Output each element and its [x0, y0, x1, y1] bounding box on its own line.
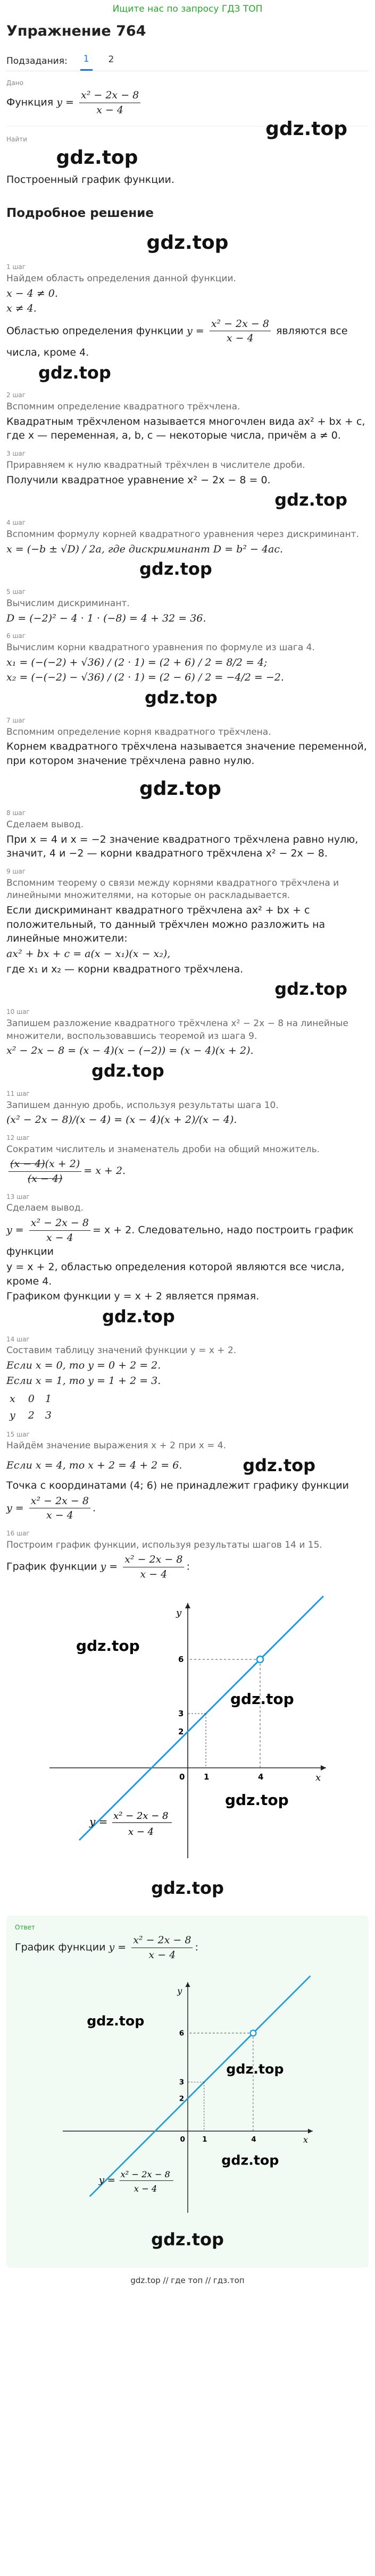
y-tick-label: 2: [179, 2094, 184, 2103]
step-formula: ax² + bx + c = a(x − x₁)(x − x₂),: [6, 947, 171, 960]
formula-num: x² − 2x − 8: [120, 2169, 170, 2180]
given-prefix: Функция: [6, 96, 54, 108]
watermark: gdz.top: [230, 1690, 294, 1708]
y-axis-label: y: [176, 1607, 181, 1618]
step-note: Сделаем вывод.: [6, 1203, 84, 1214]
step-number: 6 шаг: [6, 632, 26, 640]
y-tick-label: 2: [178, 1726, 184, 1736]
tab-2[interactable]: 2: [108, 54, 114, 65]
watermark: gdz.top: [226, 2061, 284, 2077]
step-text: При x = 4 и x = −2 значение квадратного трёхчлена равно нулю, значит, 4 и −2 — корни квадратного трёхчлена x² − 2x − 8.: [6, 833, 359, 860]
step-number: 11 шаг: [6, 1089, 30, 1097]
watermark: gdz.top: [224, 1791, 289, 1809]
given-label: Дано: [6, 79, 23, 87]
table-cell: 3: [45, 1409, 52, 1421]
step-text: Если x = 0, то y = 0 + 2 = 2.: [6, 1360, 161, 1372]
step-line: x₂ = (−(−2) − √36) / (2 · 1) = (2 − 6) / 2 = −4/2 = −2.: [6, 672, 284, 684]
step-number: 9 шаг: [6, 867, 26, 875]
watermark: gdz.top: [86, 2013, 144, 2029]
step-text: Получили квадратное уравнение x² − 2x − 8 = 0.: [6, 474, 271, 486]
step-number: 2 шаг: [6, 391, 26, 399]
answer-block: Ответ График функции y = $\frac{\text{x² − 2x − 8}}{x - 4}$ : x y 0 1 4 2 3 6 y = x² − 2x − 8 x − 4 gdz.top gdz.top gdz.top gdz.top: [6, 1916, 369, 2268]
step-number: 4 шаг: [6, 519, 26, 527]
watermark: gdz.top: [274, 979, 347, 1000]
formula-den: x − 4: [134, 2184, 157, 2194]
watermark: gdz.top: [56, 147, 138, 169]
top-link[interactable]: Ищите нас по запросу ГДЗ ТОП: [112, 4, 263, 14]
step-note: Найдём значение выражения x + 2 при x = 4.: [6, 1440, 227, 1451]
step-note: Вспомним определение квадратного трёхчлена.: [6, 401, 240, 413]
x-tick-label: 4: [251, 2135, 256, 2144]
find-text: Построенный график функции.: [6, 173, 174, 186]
y-axis-label: y: [177, 1986, 182, 1996]
watermark: gdz.top: [265, 118, 347, 140]
answer-label: Ответ: [15, 1924, 35, 1932]
page: Ищите нас по запросу ГДЗ ТОП Упражнение 764 Подзадания: 1 2 Дано Функция y = $\frac{\text{x² − 2x − 8}}{x - 4}$ Найти gdz.top gdz.top Построенный график функции. Подробное решение gdz.top 1 шаг Найдем область определения данной функции. x − 4 ≠ 0. x ≠ 4. Областью определения функции y = $\frac{\text{x² − 2x − 8}}{x - 4}$ являются все числа, кроме 4. gdz.top 2 шаг Вспомним определение квадратного трёхчлена. Квадратным трёхчленом называется многочлен вида ax² + bx + c, где x — переменная, a, b, c — некоторые числа, причём a ≠ 0. 3 шаг Приравняем к нулю квадратный трёхчлен в числителе дроби. Получили квадратное уравнение x² − 2x − 8 = 0. gdz.top 4 шаг Вспомним формулу корней квадратного уравнения через дискриминант. x = (−b ± √D) / 2a, где дискриминант D = b² − 4ac. gdz.top 5 шаг Вычислим дискриминант. D = (−2)² − 4 · 1 · (−8) = 4 + 32 = 36. 6 шаг Вычислим корни квадратного уравнения по формуле из шага 4. x₁ = (−(−2) + √36) / (2 · 1) = (2 + 6) / 2 = 8/2 = 4; x₂ = (−(−2) − √36) / (2 · 1) = (2 − 6) / 2 = −4/2 = −2. gdz.top 7 шаг Вспомним определение корня квадратного трёхчлена. Корнем квадратного трёхчлена называется значение переменной, при котором значение трёхчлена равно нулю. gdz.top 8 шаг Сделаем вывод. При x = 4 и x = −2 значение квадратного трёхчлена равно нулю, значит, 4 и −2 — корни квадратного трёхчлена x² − 2x − 8. 9 шаг Вспомним теорему о связи между корнями квадратного трёхчлена и линейными множителями, на которые он раскладывается. Если дискриминант квадратного трёхчлена ax² + bx + c положительный, то данный трёхчлен можно разложить на линейные множители: ax² + bx + c = a(x − x₁)(x − x₂), где x₁ и x₂ — корни квадратного трёхчлена. gdz.top 10 шаг Запишем разложение квадратного трёхчлена x² − 2x − 8 на линейные множители, воспользовавшись теоремой из шага 9. x² − 2x − 8 = (x − 4)(x − (−2)) = (x − 4)(x + 2). gdz.top 11 шаг Запишем данную дробь, используя результаты шага 10. (x² − 2x − 8)/(x − 4) = (x − 4)(x + 2)/(x − 4). 12 шаг Сократим числитель и знаменатель дроби на общий множитель. $\frac{(x - 4)(x + 2)}{(x - 4)}$ = x + 2. 13 шаг Сделаем вывод. y = $\frac{\text{x² − 2x − 8}}{x - 4}$ = x + 2. Следовательно, надо построить график функции y = x + 2, областью определения которой являются все числа, кроме 4. Графиком функции y = x + 2 является прямая. gdz.top 14 шаг Составим таблицу значений функции y = x + 2. Если x = 0, то y = 0 + 2 = 2. Если x = 1, то y = 1 + 2 = 3. x 0 1 y 2 3 15 шаг Найдём значение выражения x + 2 при x = 4. Если x = 4, то x + 2 = 4 + 2 = 6. gdz.top Точка с координатами (4; 6) не принадлежит графику функции y = $\frac{\text{x² − 2x − 8}}{x - 4}$ . 16 шаг Построим график функции, используя результаты шагов 14 и 15. График функции y = $\frac{\text{x² − 2x − 8}}{x - 4}$ : x y 0 1 4 2 3 6 y = x² − 2x − 8 x − 4 gdz.top gdz.top gdz.top gdz.top Ответ График функции y = $\frac{\text{x² − 2x − 8}}{x - 4}$ : x y 0 1 4 2 3 6 y = x² − 2x − 8 x − 4 gdz.top gdz.top gdz.top gdz.top gdz.top // где топ // гдз.топ: [0, 0, 375, 2576]
x-tick-label: 1: [203, 1772, 209, 1782]
step-number: 13 шаг: [6, 1193, 30, 1201]
graph-2: [39, 1973, 337, 2222]
find-block: [6, 118, 369, 187]
step-text: График функции: [6, 1560, 97, 1573]
watermark: gdz.top: [146, 231, 229, 254]
formula-num: x² − 2x − 8: [113, 1810, 168, 1822]
step-number: 8 шаг: [6, 809, 26, 817]
watermark: gdz.top: [274, 490, 347, 510]
step-line: x ≠ 4.: [6, 303, 37, 315]
step-text: x = (−b ± √D) / 2a, где дискриминант D = b² − 4ac.: [6, 543, 284, 555]
y-axis-arrow: [185, 1603, 190, 1608]
watermark: gdz.top: [139, 559, 212, 580]
footer[interactable]: gdz.top // где топ // гдз.топ: [130, 2276, 245, 2286]
graph-1: [39, 1592, 337, 1869]
step-note: Сделаем вывод.: [6, 819, 84, 830]
step-line: x − 4 ≠ 0.: [6, 287, 58, 299]
x-axis-arrow: [307, 2129, 312, 2134]
table-cell: 2: [28, 1409, 35, 1421]
step-text: Графиком функции y = x + 2 является прямая.: [6, 1290, 260, 1303]
x-tick-label: 0: [180, 2135, 185, 2144]
step-note: Составим таблицу значений функции y = x + 2.: [6, 1345, 237, 1356]
y-tick-label: 3: [179, 2078, 184, 2087]
step-note: Вычислим корни квадратного уравнения по формуле из шага 4.: [6, 642, 315, 653]
step-text: Областью определения функции: [6, 325, 184, 337]
subtask-tabs: [6, 53, 369, 71]
step-note: Запишем данную дробь, используя результаты шага 10.: [6, 1100, 279, 1111]
graph-svg: [39, 1973, 337, 2222]
tab-1[interactable]: 1: [80, 53, 93, 71]
step-text: = x + 2.: [84, 1165, 126, 1177]
answer-text: График функции: [15, 1941, 106, 1953]
step-text: Корнем квадратного трёхчлена называется значение переменной, при котором значение трёхчлена равно нулю.: [6, 741, 367, 767]
step-note: Вычислим дискриминант.: [6, 598, 130, 609]
graph-svg: [39, 1592, 337, 1869]
step-number: 15 шаг: [6, 1430, 30, 1438]
step-number: 12 шаг: [6, 1134, 30, 1142]
step-note: Приравняем к нулю квадратный трёхчлен в числителе дроби.: [6, 459, 305, 471]
page-title: Упражнение 764: [6, 23, 146, 39]
graph-formula: [89, 1810, 172, 1837]
step-text: D = (−2)² − 4 · 1 · (−8) = 4 + 32 = 36.: [6, 612, 206, 624]
y-axis-arrow: [185, 1982, 190, 1987]
x-tick-label: 0: [179, 1772, 185, 1782]
step-text: Точка с координатами (4; 6) не принадлежит графику функции: [6, 1479, 349, 1491]
watermark: gdz.top: [139, 777, 221, 800]
table-cell: 1: [45, 1393, 52, 1405]
step-number: 10 шаг: [6, 1008, 30, 1016]
y-tick-label: 3: [178, 1708, 184, 1718]
watermark: gdz.top: [91, 1060, 164, 1081]
subtask-label: Подзадания:: [6, 56, 68, 67]
step-note: Вспомним формулу корней квадратного уравнения через дискриминант.: [6, 528, 359, 540]
step-note: Построим график функции, используя результаты шагов 14 и 15.: [6, 1539, 322, 1550]
step-number: 14 шаг: [6, 1335, 30, 1343]
watermark: gdz.top: [151, 1877, 224, 1898]
step-note: Сократим числитель и знаменатель дроби на общий множитель.: [6, 1144, 320, 1155]
step-number: 3 шаг: [6, 450, 26, 458]
step-number: 7 шаг: [6, 716, 26, 724]
step-note: Вспомним теорему о связи между корнями квадратного трёхчлена и линейными множителями, на которые он раскладывается.: [6, 877, 339, 901]
watermark: gdz.top: [243, 1455, 315, 1476]
excluded-point: [250, 2030, 256, 2036]
table-cell: 0: [28, 1393, 35, 1405]
watermark: gdz.top: [76, 1637, 140, 1655]
watermark: gdz.top: [221, 2152, 279, 2168]
given-block: Дано Функция y = $\frac{\text{x² − 2x − 8}}{x - 4}$: [6, 79, 369, 118]
formula-den: x − 4: [128, 1826, 154, 1837]
solution-title: Подробное решение: [6, 206, 154, 221]
step-text: где x₁ и x₂ — корни квадратного трёхчлена.: [6, 963, 244, 975]
x-tick-label: 1: [202, 2135, 207, 2144]
step-text: y = x + 2, областью определения которой являются все числа, кроме 4.: [6, 1261, 345, 1287]
step-note: Запишем разложение квадратного трёхчлена x² − 2x − 8 на линейные множители, воспользовавшись теоремой из шага 9.: [6, 1018, 348, 1042]
x-axis-arrow: [321, 1765, 326, 1771]
watermark: gdz.top: [151, 2229, 224, 2250]
formula-y: y =: [89, 1815, 107, 1828]
step-text: = x + 2. Следовательно, надо построить график функции: [6, 1224, 354, 1258]
y-tick-label: 6: [178, 1654, 184, 1664]
step-text: Квадратным трёхчленом называется многочлен вида ax² + bx + c, где x — переменная, a, b, c — некоторые числа, причём a ≠ 0.: [6, 415, 365, 442]
find-label: Найти: [6, 135, 27, 143]
x-axis-label: x: [303, 2135, 308, 2145]
step-line: x₁ = (−(−2) + √36) / (2 · 1) = (2 + 6) / 2 = 8/2 = 4;: [6, 656, 268, 668]
y-tick-label: 6: [179, 2029, 184, 2038]
step-number: 1 шаг: [6, 263, 26, 271]
step-text: (x² − 2x − 8)/(x − 4) = (x − 4)(x + 2)/(x − 4).: [6, 1114, 237, 1126]
table-cell: y: [10, 1409, 15, 1421]
graph-formula: [98, 2169, 173, 2194]
step-text: Если x = 4, то x + 2 = 4 + 2 = 6.: [6, 1459, 182, 1472]
watermark: gdz.top: [38, 362, 111, 383]
formula-y: y =: [98, 2175, 115, 2186]
step-text: являются все числа, кроме 4.: [6, 325, 348, 358]
watermark: gdz.top: [102, 1306, 175, 1327]
x-axis-label: x: [315, 1772, 321, 1783]
step-text: x² − 2x − 8 = (x − 4)(x − (−2)) = (x − 4)(x + 2).: [6, 1045, 254, 1057]
step-text: Если дискриминант квадратного трёхчлена ax² + bx + c положительный, то данный трёхчлен можно разложить на линейные множители:: [6, 904, 326, 945]
table-cell: x: [10, 1393, 15, 1405]
step-note: Вспомним определение корня квадратного трёхчлена.: [6, 726, 271, 737]
excluded-point: [257, 1656, 263, 1663]
step-note: Найдем область определения данной функции.: [6, 273, 236, 284]
watermark: gdz.top: [145, 687, 218, 708]
step-text: Если x = 1, то y = 1 + 2 = 3.: [6, 1374, 161, 1387]
step-number: 5 шаг: [6, 588, 26, 596]
x-tick-label: 4: [257, 1772, 263, 1782]
step-number: 16 шаг: [6, 1529, 30, 1537]
value-table: [10, 1391, 57, 1423]
